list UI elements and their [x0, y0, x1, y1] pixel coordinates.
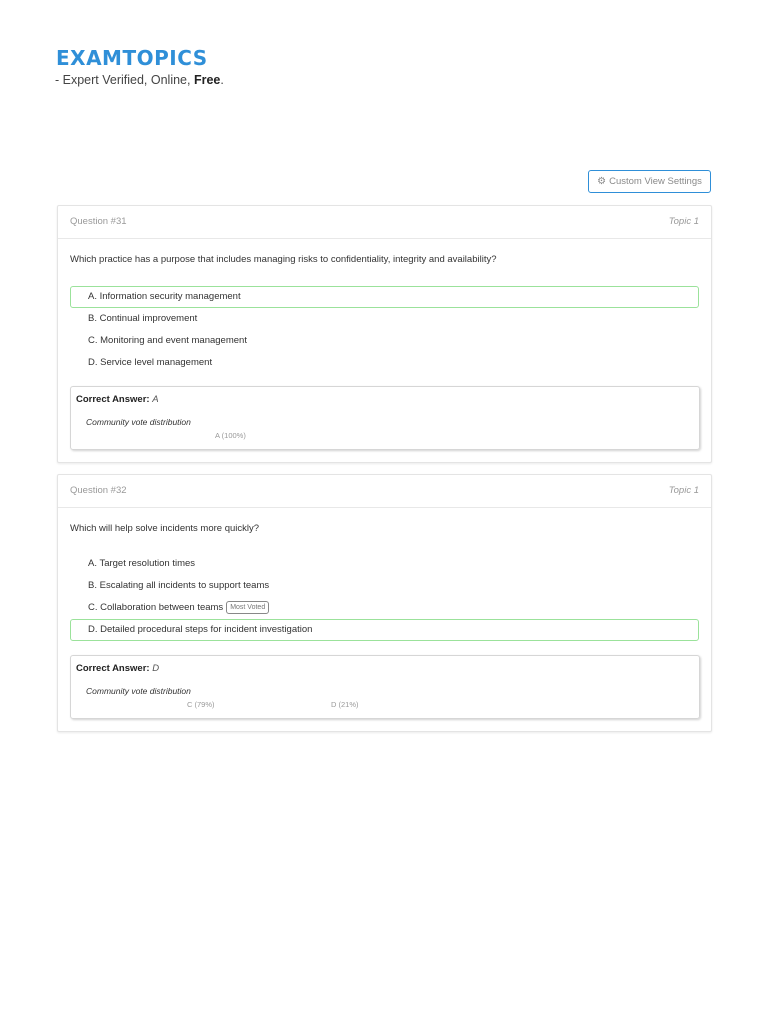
- vote-c: C (79%): [187, 700, 215, 709]
- question-number: Question #32: [70, 485, 127, 496]
- choice-b[interactable]: B. Escalating all incidents to support teams: [88, 580, 270, 591]
- most-voted-badge: Most Voted: [226, 601, 269, 614]
- choice-a[interactable]: A. Target resolution times: [88, 558, 196, 569]
- vote-a: A (100%): [215, 431, 246, 440]
- correct-answer-box: [70, 655, 700, 719]
- choice-d[interactable]: D. Service level management: [88, 357, 213, 368]
- community-vote-title: Community vote distribution: [86, 686, 191, 696]
- custom-view-settings-button[interactable]: [588, 170, 711, 193]
- svg-text:EXAMTOPICS: EXAMTOPICS: [56, 46, 208, 70]
- choice-b[interactable]: B. Continual improvement: [88, 313, 198, 324]
- question-text: Which practice has a purpose that includes managing risks to confidentiality, integrity and availability?: [70, 254, 497, 265]
- correct-answer: Correct Answer: A: [76, 394, 159, 405]
- gear-icon: ⚙: [597, 176, 607, 187]
- question-text: Which will help solve incidents more quickly?: [70, 523, 260, 534]
- examtopics-logo[interactable]: [56, 44, 208, 72]
- choice-a[interactable]: A. Information security management: [70, 286, 699, 308]
- question-header: [58, 206, 711, 239]
- question-card-31: [57, 205, 712, 463]
- correct-answer-box: [70, 386, 700, 450]
- question-number: Question #31: [70, 216, 127, 227]
- question-topic: Topic 1: [668, 485, 699, 496]
- correct-answer: Correct Answer: D: [76, 663, 160, 674]
- choice-c[interactable]: C. Collaboration between teams Most Voted: [70, 597, 699, 619]
- vote-d: D (21%): [331, 700, 359, 709]
- choice-c[interactable]: C. Monitoring and event management: [88, 335, 247, 346]
- question-header: [58, 475, 711, 508]
- tagline: - Expert Verified, Online, Free.: [55, 73, 224, 87]
- community-vote-title: Community vote distribution: [86, 417, 191, 427]
- choice-d[interactable]: D. Detailed procedural steps for incident investigation: [70, 619, 699, 641]
- custom-view-settings-label: Custom View Settings: [609, 176, 702, 187]
- question-topic: Topic 1: [668, 216, 699, 227]
- question-card-32: [57, 474, 712, 732]
